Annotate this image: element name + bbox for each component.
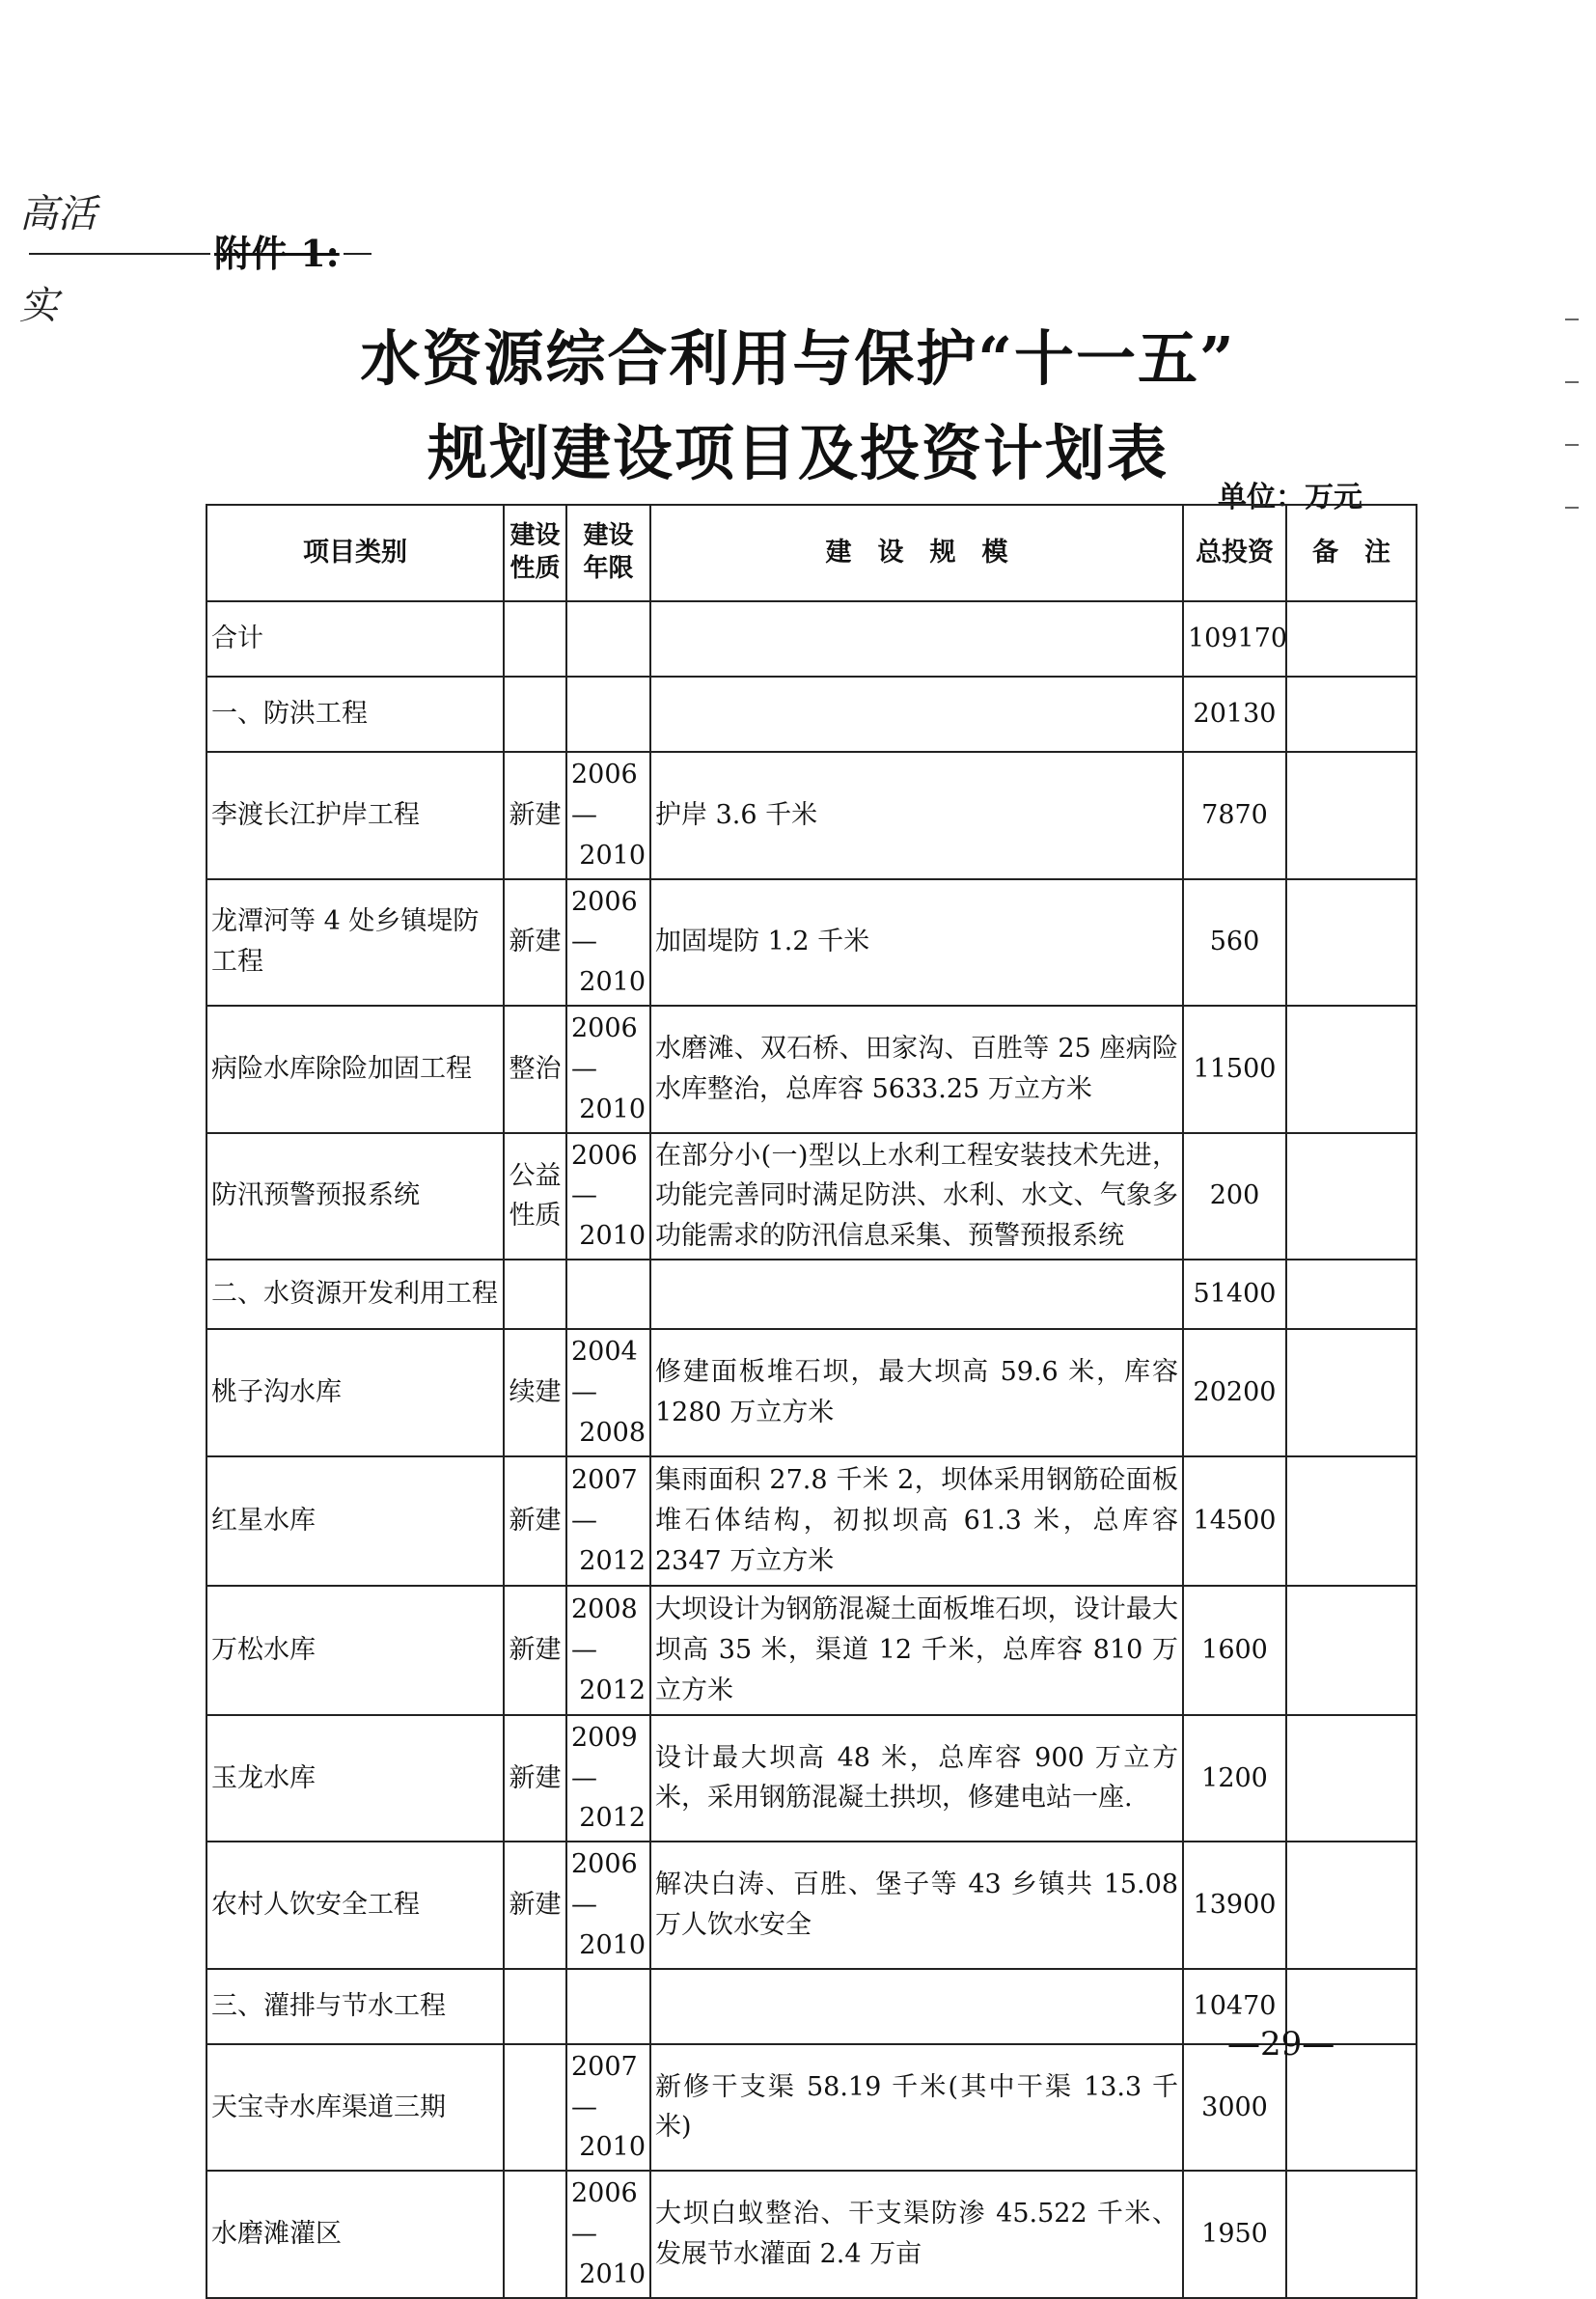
cell-investment: 200 <box>1183 1133 1286 1260</box>
cell-remarks <box>1286 1715 1417 1842</box>
cell-nature <box>504 601 566 677</box>
cell-scale: 护岸 3.6 千米 <box>650 752 1183 879</box>
table-row <box>206 601 1417 677</box>
period-end: 2008 <box>579 1417 646 1448</box>
unit-label: 单位：万元 <box>1218 481 1362 514</box>
period-end: 2010 <box>579 1929 646 1960</box>
cell-period <box>566 879 650 1007</box>
period-start: 2007— <box>571 2051 638 2122</box>
period-start: 2006— <box>571 2178 638 2250</box>
cell-category: 水磨滩灌区 <box>206 2171 504 2298</box>
cell-scale: 大坝白蚁整治、干支渠防渗 45.522 千米、发展节水灌面 2.4 万亩 <box>650 2171 1183 2298</box>
cell-period <box>566 1329 650 1456</box>
cell-category: 一、防洪工程 <box>206 677 504 752</box>
cell-nature: 新建 <box>504 752 566 879</box>
cell-period <box>566 2044 650 2172</box>
cell-remarks <box>1286 1006 1417 1133</box>
period-end: 2010 <box>579 1094 646 1124</box>
cell-investment: 1600 <box>1183 1586 1286 1715</box>
cell-period <box>566 1715 650 1842</box>
cell-nature: 整治 <box>504 1006 566 1133</box>
header-remarks: 备 注 <box>1286 505 1417 601</box>
table-row <box>206 1006 1417 1133</box>
cell-scale <box>650 601 1183 677</box>
cell-category: 红星水库 <box>206 1456 504 1586</box>
period-end: 2012 <box>579 1545 646 1576</box>
cell-investment: 7870 <box>1183 752 1286 879</box>
cell-period <box>566 1133 650 1260</box>
cell-category: 病险水库除险加固工程 <box>206 1006 504 1133</box>
cell-investment: 51400 <box>1183 1260 1286 1329</box>
edge-mark <box>1565 319 1579 320</box>
period-end: 2010 <box>579 2258 646 2289</box>
period-start: 2009— <box>571 1722 638 1793</box>
cell-remarks <box>1286 879 1417 1007</box>
table-row <box>206 2171 1417 2298</box>
cell-period <box>566 1842 650 1969</box>
cell-investment: 13900 <box>1183 1842 1286 1969</box>
period-end: 2012 <box>579 1803 646 1834</box>
cell-remarks <box>1286 1260 1417 1329</box>
header-scale: 建 设 规 模 <box>650 505 1183 601</box>
cell-investment: 109170 <box>1183 601 1286 677</box>
cell-scale <box>650 1260 1183 1329</box>
period-end: 2010 <box>579 967 646 998</box>
cell-period <box>566 1260 650 1329</box>
cell-nature: 公益性质 <box>504 1133 566 1260</box>
header-category: 项目类别 <box>206 505 504 601</box>
cell-category: 合计 <box>206 601 504 677</box>
cell-period <box>566 1456 650 1586</box>
cell-nature: 新建 <box>504 1715 566 1842</box>
title-line-1: 水资源综合利用与保护“十一五” <box>360 323 1236 394</box>
cell-investment: 10470 <box>1183 1969 1286 2044</box>
cell-investment: 1950 <box>1183 2171 1286 2298</box>
cell-scale: 解决白涛、百胜、堡子等 43 乡镇共 15.08 万人饮水安全 <box>650 1842 1183 1969</box>
cell-remarks <box>1286 1329 1417 1456</box>
page-number: —29— <box>1227 2025 1335 2064</box>
cell-remarks <box>1286 1586 1417 1715</box>
edge-mark <box>1565 507 1579 509</box>
cell-investment: 3000 <box>1183 2044 1286 2172</box>
cell-remarks <box>1286 677 1417 752</box>
table-row <box>206 1715 1417 1842</box>
table-row <box>206 1586 1417 1715</box>
cell-nature <box>504 2044 566 2172</box>
cell-investment: 1200 <box>1183 1715 1286 1842</box>
period-start: 2006— <box>571 1140 638 1211</box>
table-row <box>206 677 1417 752</box>
period-start: 2004— <box>571 1337 638 1407</box>
cell-category: 李渡长江护岸工程 <box>206 752 504 879</box>
cell-investment: 11500 <box>1183 1006 1286 1133</box>
cell-category: 玉龙水库 <box>206 1715 504 1842</box>
cell-remarks <box>1286 752 1417 879</box>
period-end: 2010 <box>579 840 646 871</box>
cell-category: 二、水资源开发利用工程 <box>206 1260 504 1329</box>
cell-category: 万松水库 <box>206 1586 504 1715</box>
title-line-2: 规划建设项目及投资计划表 <box>427 418 1169 488</box>
table-row <box>206 1456 1417 1586</box>
table-row <box>206 879 1417 1007</box>
period-start: 2008— <box>571 1593 638 1665</box>
period-start: 2006— <box>571 886 638 957</box>
cell-remarks <box>1286 1842 1417 1969</box>
period-end: 2010 <box>579 2132 646 2163</box>
cell-nature <box>504 1260 566 1329</box>
cell-nature: 新建 <box>504 879 566 1007</box>
cell-remarks <box>1286 1456 1417 1586</box>
table-row <box>206 1260 1417 1329</box>
cell-period <box>566 1006 650 1133</box>
cell-scale: 修建面板堆石坝，最大坝高 59.6 米，库容 1280 万立方米 <box>650 1329 1183 1456</box>
cell-remarks <box>1286 601 1417 677</box>
cell-nature: 新建 <box>504 1842 566 1969</box>
cell-investment: 560 <box>1183 879 1286 1007</box>
cell-remarks <box>1286 1133 1417 1260</box>
cell-remarks <box>1286 2171 1417 2298</box>
cell-category: 农村人饮安全工程 <box>206 1842 504 1969</box>
edge-mark <box>1565 444 1579 446</box>
cell-scale: 集雨面积 27.8 千米 2，坝体采用钢筋砼面板堆石体结构，初拟坝高 61.3 米，总库容 2347 万立方米 <box>650 1456 1183 1586</box>
cell-nature <box>504 677 566 752</box>
cell-investment: 20200 <box>1183 1329 1286 1456</box>
cell-period <box>566 1969 650 2044</box>
cell-category: 天宝寺水库渠道三期 <box>206 2044 504 2172</box>
cell-period <box>566 752 650 879</box>
header-period: 建设年限 <box>566 505 650 601</box>
cell-period <box>566 1586 650 1715</box>
table-row <box>206 752 1417 879</box>
cell-scale: 设计最大坝高 48 米，总库容 900 万立方米，采用钢筋混凝土拱坝，修建电站一座. <box>650 1715 1183 1842</box>
margin-note-2: 实 <box>19 284 58 328</box>
period-start: 2006— <box>571 1013 638 1084</box>
cell-nature <box>504 1969 566 2044</box>
cell-period <box>566 2171 650 2298</box>
cell-scale: 在部分小(一)型以上水利工程安装技术先进，功能完善同时满足防洪、水利、水文、气象多功能需求的防汛信息采集、预警预报系统 <box>650 1133 1183 1260</box>
cell-investment: 14500 <box>1183 1456 1286 1586</box>
edge-mark <box>1565 381 1579 383</box>
header-investment: 总投资 <box>1183 505 1286 601</box>
header-nature: 建设性质 <box>504 505 566 601</box>
attachment-label: 附件 1: <box>210 224 344 277</box>
cell-scale <box>650 677 1183 752</box>
cell-scale: 加固堤防 1.2 千米 <box>650 879 1183 1007</box>
margin-note-1: 高活 <box>19 192 96 236</box>
cell-nature: 新建 <box>504 1456 566 1586</box>
cell-scale: 新修干支渠 58.19 千米(其中干渠 13.3 千米) <box>650 2044 1183 2172</box>
table-row <box>206 1842 1417 1969</box>
cell-scale: 大坝设计为钢筋混凝土面板堆石坝，设计最大坝高 35 米，渠道 12 千米，总库容 810 万立方米 <box>650 1586 1183 1715</box>
period-end: 2010 <box>579 1221 646 1252</box>
cell-period <box>566 677 650 752</box>
cell-nature <box>504 2171 566 2298</box>
table-row <box>206 1133 1417 1260</box>
cell-category: 龙潭河等 4 处乡镇堤防工程 <box>206 879 504 1007</box>
period-start: 2006— <box>571 1849 638 1921</box>
cell-scale <box>650 1969 1183 2044</box>
cell-category: 防汛预警预报系统 <box>206 1133 504 1260</box>
cell-nature: 续建 <box>504 1329 566 1456</box>
cell-scale: 水磨滩、双石桥、田家沟、百胜等 25 座病险水库整治，总库容 5633.25 万立方米 <box>650 1006 1183 1133</box>
cell-period <box>566 601 650 677</box>
header-row <box>206 505 1417 601</box>
period-start: 2007— <box>571 1464 638 1536</box>
cell-category: 三、灌排与节水工程 <box>206 1969 504 2044</box>
period-end: 2012 <box>579 1675 646 1705</box>
period-start: 2006— <box>571 760 638 830</box>
cell-nature: 新建 <box>504 1586 566 1715</box>
table-row <box>206 1329 1417 1456</box>
cell-category: 桃子沟水库 <box>206 1329 504 1456</box>
cell-investment: 20130 <box>1183 677 1286 752</box>
